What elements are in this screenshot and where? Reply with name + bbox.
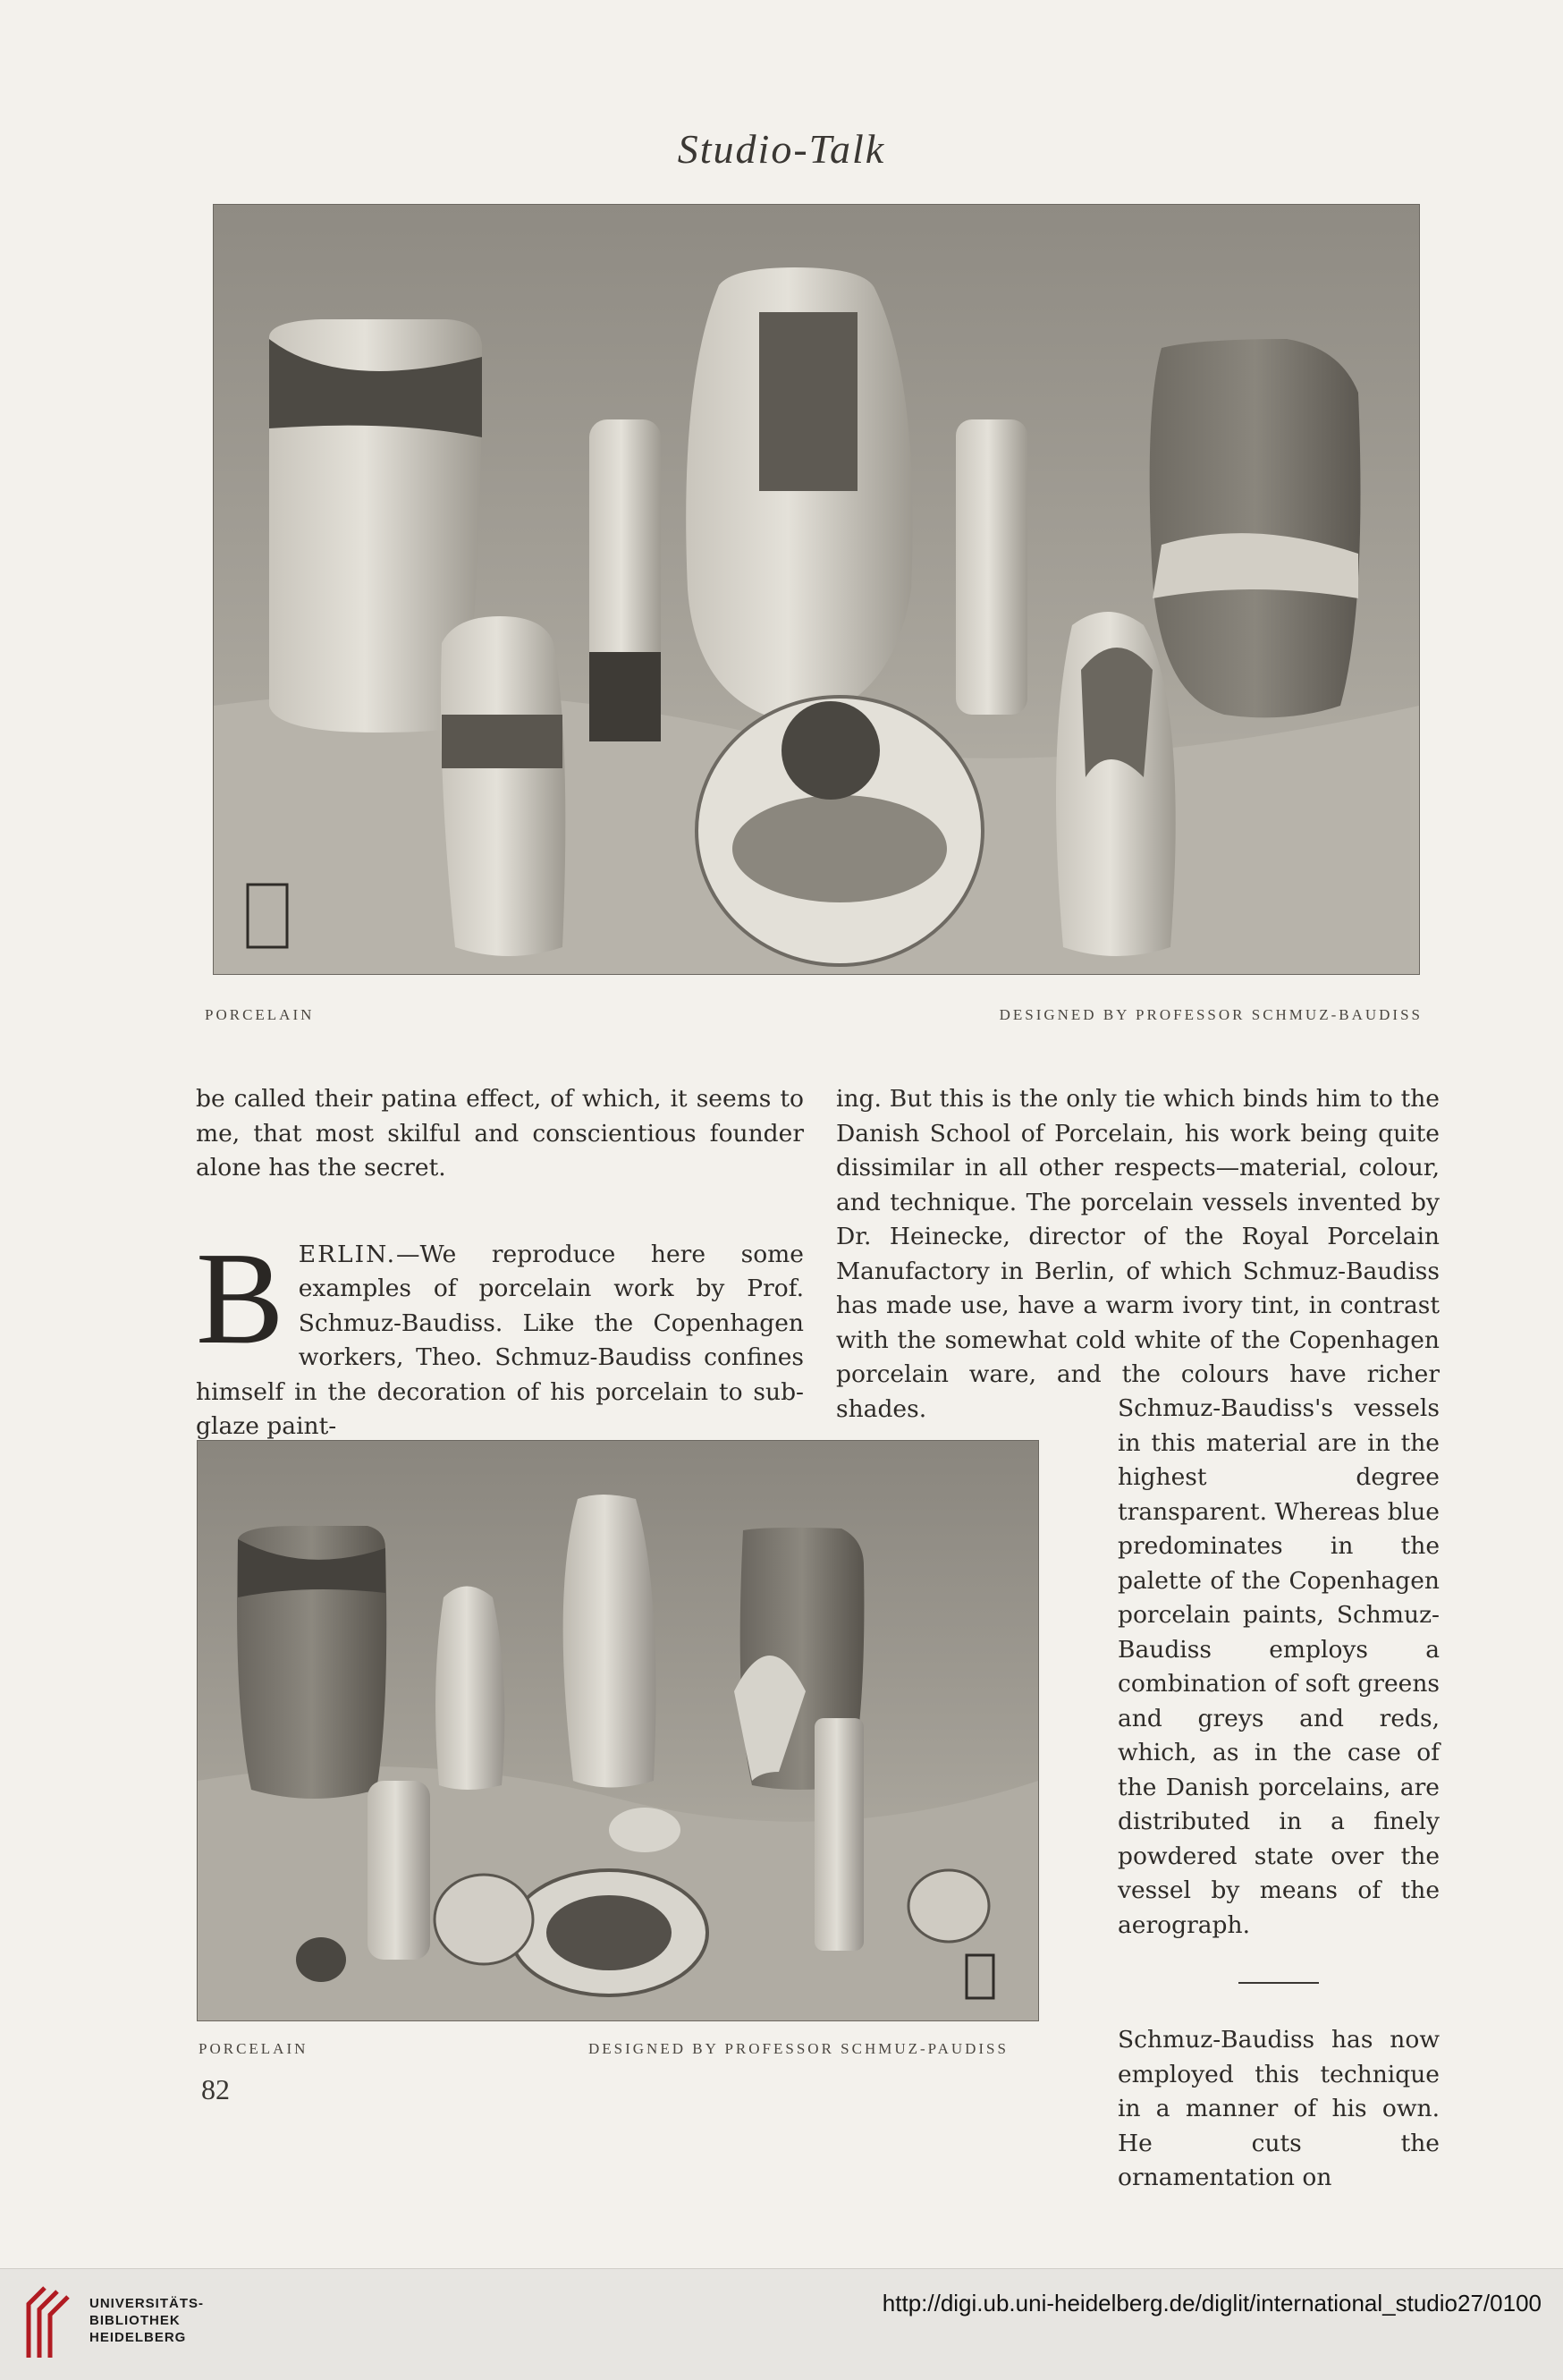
text-column-left — [196, 1082, 804, 1444]
text-column-right — [836, 1082, 1440, 1427]
paragraph-transparent: Schmuz-Baudiss's vessels in this material are in the highest degree transparent. Whereas blue predominates in the palette of the Copenhagen porcelain paints, Schmuz-Baudiss employs a combination of soft greens and greys and reds, which, as in the case of the Danish porcelains, are distributed in a finely powdered state over the vessel by means of the aerograph. — [1118, 1394, 1440, 1939]
vases-illustration-bottom — [198, 1441, 1038, 2020]
library-name-line-1: UNIVERSITÄTS- — [89, 2296, 205, 2311]
porcelain-photo-top — [213, 204, 1420, 975]
paragraph-berlin — [196, 1224, 804, 1444]
library-name-line-2: BIBLIOTHEK — [89, 2313, 181, 2328]
drop-capital: B — [196, 1224, 284, 1372]
plate-bottom-caption-left: PORCELAIN — [199, 2040, 308, 2057]
source-url-link[interactable]: http://digi.ub.uni-heidelberg.de/diglit/international_studio27/0100 — [882, 2290, 1542, 2316]
page-number: 82 — [201, 2073, 230, 2105]
library-logo-icon — [18, 2283, 72, 2363]
running-title: Studio-Talk — [677, 126, 886, 172]
footer-bar — [0, 2268, 1563, 2380]
section-heading-berlin: ERLIN. — [298, 1240, 396, 1268]
plate-bottom-caption-right: DESIGNED BY PROFESSOR SCHMUZ-PAUDISS — [588, 2040, 1009, 2057]
text-column-narrow — [1118, 1392, 1440, 2196]
plate-top-caption-right: DESIGNED BY PROFESSOR SCHMUZ-BAUDISS — [999, 1006, 1423, 1023]
paragraph-technique: Schmuz-Baudiss has now employed this technique in a manner of his own. He cuts the ornamentation on — [1118, 2026, 1440, 2191]
library-name — [89, 2295, 204, 2346]
paragraph-berlin-body: —We reproduce here some examples of porcelain work by Prof. Schmuz-Baudiss. Like the Copenhagen workers, Theo. Schmuz-Baudiss confines himself in the decoration of his porcelain to sub-glaze paint- — [196, 1240, 804, 1440]
paragraph-ivory-tint: ing. But this is the only tie which binds him to the Danish School of Porcelain, his work being quite dissimilar in all other respects—material, colour, and technique. The porcelain vessels invented by Dr. Heinecke, director of the Royal Porcelain Manufactory in Berlin, of which Schmuz-Baudiss has made use, have a warm ivory tint, in contrast with the somewhat cold white of the Copenhagen porcelain ware, and the colours have richer shades. — [836, 1085, 1440, 1423]
paragraph-patina: be called their patina effect, of which, it seems to me, that most skilful and conscientious founder alone has the secret. — [196, 1085, 804, 1182]
vases-illustration-top — [214, 205, 1419, 974]
porcelain-photo-bottom — [197, 1440, 1039, 2021]
library-name-line-3: HEIDELBERG — [89, 2330, 187, 2345]
section-rule — [1238, 1982, 1319, 1984]
plate-top-caption-left: PORCELAIN — [205, 1006, 315, 1023]
